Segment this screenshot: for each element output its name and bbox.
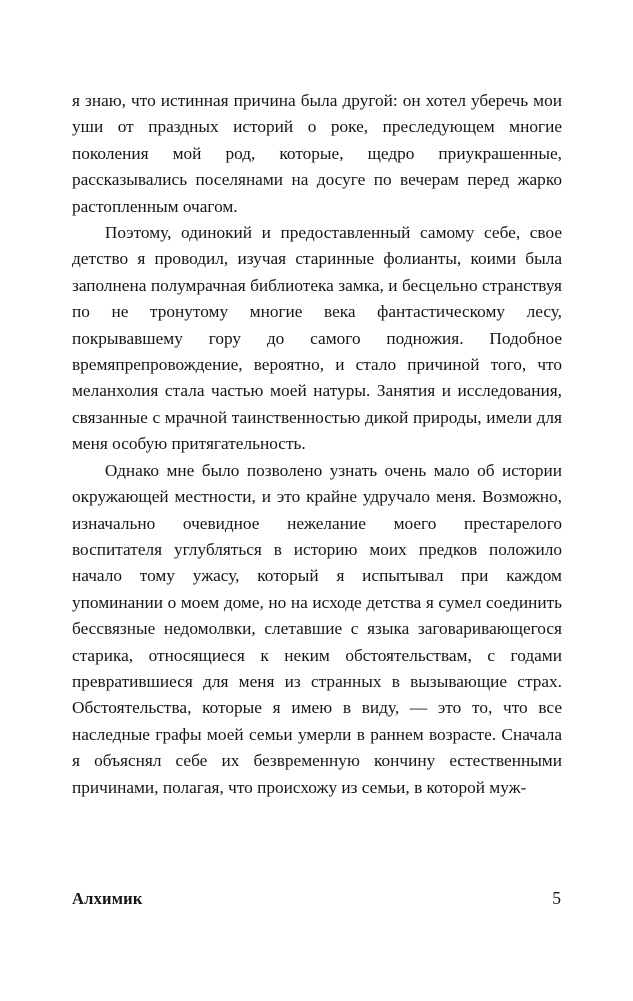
paragraph: я знаю, что истинная причина была другой: он хотел уберечь мои уши от праздных историй о роке, преследующем многие поколения мой род, которые, щедро приукрашенные, рассказывались поселянами на досуге по вечерам перед жарко растопленным очагом. [72, 91, 562, 216]
running-title: Алхимик [72, 889, 143, 908]
paragraph: Однако мне было позволено узнать очень мало об истории окружающей местности, и это крайне удручало меня. Возможно, изначально очевидное нежелание моего престарелого воспитателя углубляться в историю моих предков положило начало тому ужасу, который я испытывал при каждом упоминании о моем доме, но на исходе детства я сумел соединить бессвязные недомолвки, слетавшие с языка заговаривающегося старика, относящиеся к неким обстоятельствам, с годами превратившиеся для меня из странных в вызывающие страх. Обстоятельства, которые я имею в виду, — это то, что все наследные графы моей семьи умерли в раннем возрасте. Сначала я объяснял себе их безвременную кончину естественными причинами, полагая, что происхожу из семьи, в которой муж- [72, 460, 562, 797]
page-number: 5 [552, 888, 561, 908]
page-body-text [72, 88, 562, 801]
paragraph: Поэтому, одинокий и предоставленный самому себе, свое детство я проводил, изучая старинные фолианты, коими была заполнена полумрачная библиотека замка, и бесцельно странствуя по не тронутому многие века фантастическому лесу, покрывавшему гору до самого подножия. Подобное времяпрепровождение, вероятно, и стало причиной того, что меланхолия стала частью моей натуры. Занятия и исследования, связанные с мрачной таинственностью дикой природы, имели для меня особую притягательность. [72, 223, 562, 454]
page-footer [72, 888, 561, 909]
